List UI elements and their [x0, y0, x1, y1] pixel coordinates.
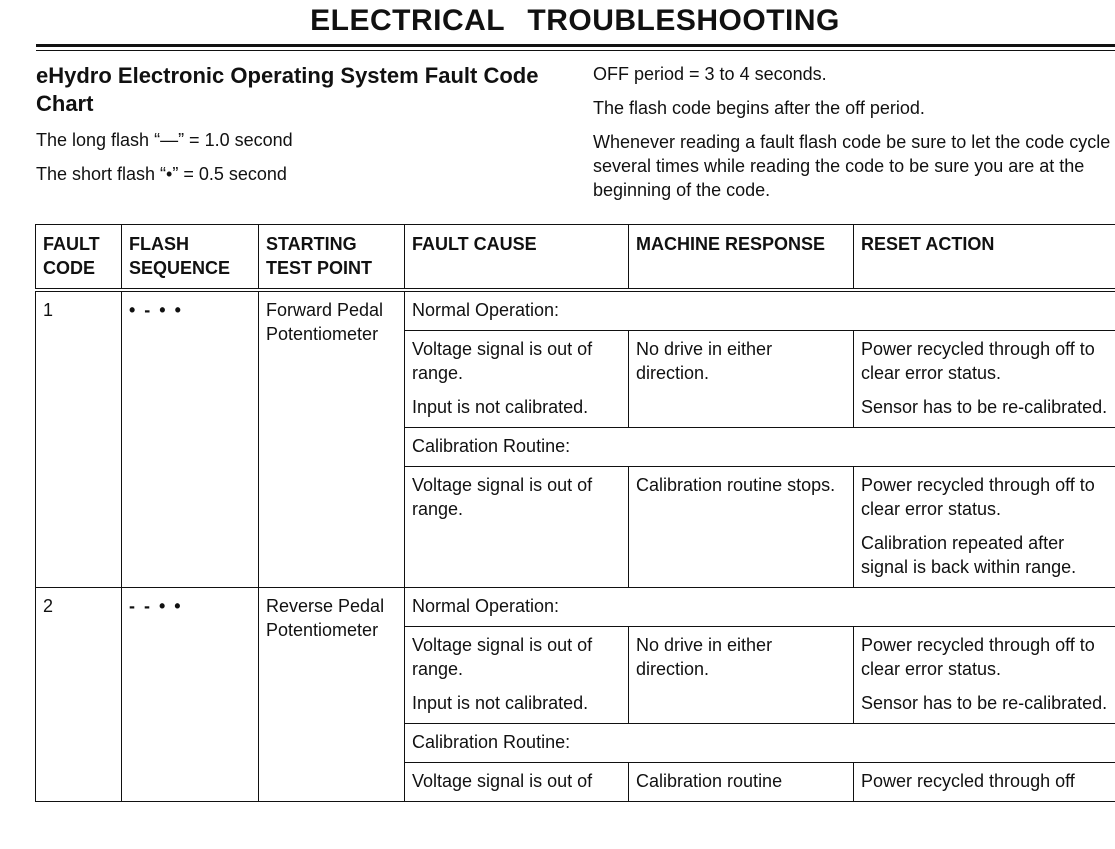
- page-title: ELECTRICAL TROUBLESHOOTING: [310, 4, 840, 37]
- fault-code-cell: 2: [36, 588, 122, 802]
- test-point-cell: Forward Pedal Potentiometer: [259, 290, 405, 588]
- table-row: [36, 290, 1115, 331]
- test-point-cell: Reverse Pedal Potentiometer: [259, 588, 405, 802]
- fault-cause-text: Voltage signal is out of range.: [412, 339, 593, 383]
- fault-cause-cell: Voltage signal is out of: [405, 763, 629, 802]
- fault-cause-text: Input is not calibrated.: [412, 397, 589, 417]
- long-flash-note: The long flash “—” = 1.0 second: [36, 130, 293, 150]
- machine-response-cell: No drive in either direction.: [629, 627, 854, 724]
- reading-instructions: Whenever reading a fault flash code be sure to let the code cycle several times while reading the code to be sure you are at the beginning of the code.: [593, 132, 1111, 200]
- reset-action-text: Power recycled through off to clear error status.: [861, 475, 1095, 519]
- table-row: [36, 588, 1115, 627]
- machine-response-cell: Calibration routine stops.: [629, 467, 854, 588]
- flash-sequence-cell: • - • •: [122, 290, 259, 588]
- reset-action-text: Sensor has to be re-calibrated.: [861, 693, 1108, 713]
- section-heading: eHydro Electronic Operating System Fault Code Chart: [36, 63, 539, 116]
- header-starting-test-point: STARTING TEST POINT: [259, 225, 405, 291]
- flash-begins-note: The flash code begins after the off period.: [593, 98, 925, 118]
- header-fault-cause: FAULT CAUSE: [405, 225, 629, 291]
- mode-label-cell: Normal Operation:: [405, 588, 1115, 627]
- header-flash-sequence: FLASH SEQUENCE: [122, 225, 259, 291]
- header-machine-response: MACHINE RESPONSE: [629, 225, 854, 291]
- mode-label-cell: Calibration Routine:: [405, 428, 1115, 467]
- intro-right-column: [593, 62, 1115, 212]
- reset-action-text: Calibration repeated after signal is back within range.: [861, 533, 1077, 577]
- fault-code-table: [35, 224, 1115, 802]
- off-period-note: OFF period = 3 to 4 seconds.: [593, 64, 827, 84]
- fault-cause-text: Voltage signal is out of range.: [412, 635, 593, 679]
- reset-action-cell: Power recycled through off: [854, 763, 1115, 802]
- flash-sequence-cell: - - • •: [122, 588, 259, 802]
- fault-cause-cell: [405, 331, 629, 428]
- short-flash-note: The short flash “•” = 0.5 second: [36, 164, 287, 184]
- reset-action-cell: [854, 467, 1115, 588]
- header-reset-action: RESET ACTION: [854, 225, 1115, 291]
- fault-code-cell: 1: [36, 290, 122, 588]
- title-rule-thick: [36, 44, 1115, 47]
- header-fault-code: FAULT CODE: [36, 225, 122, 291]
- table-header-row: [36, 225, 1115, 291]
- reset-action-text: Sensor has to be re-calibrated.: [861, 397, 1108, 417]
- reset-action-cell: [854, 331, 1115, 428]
- title-rule-thin: [36, 50, 1115, 51]
- fault-cause-cell: Voltage signal is out of range.: [405, 467, 629, 588]
- reset-action-text: Power recycled through off to clear error status.: [861, 635, 1095, 679]
- mode-label-cell: Calibration Routine:: [405, 724, 1115, 763]
- fault-cause-cell: [405, 627, 629, 724]
- reset-action-cell: [854, 627, 1115, 724]
- fault-cause-text: Input is not calibrated.: [412, 693, 589, 713]
- machine-response-cell: No drive in either direction.: [629, 331, 854, 428]
- reset-action-text: Power recycled through off to clear error status.: [861, 339, 1095, 383]
- machine-response-cell: Calibration routine: [629, 763, 854, 802]
- mode-label-cell: Normal Operation:: [405, 290, 1115, 331]
- intro-left-column: [36, 62, 556, 196]
